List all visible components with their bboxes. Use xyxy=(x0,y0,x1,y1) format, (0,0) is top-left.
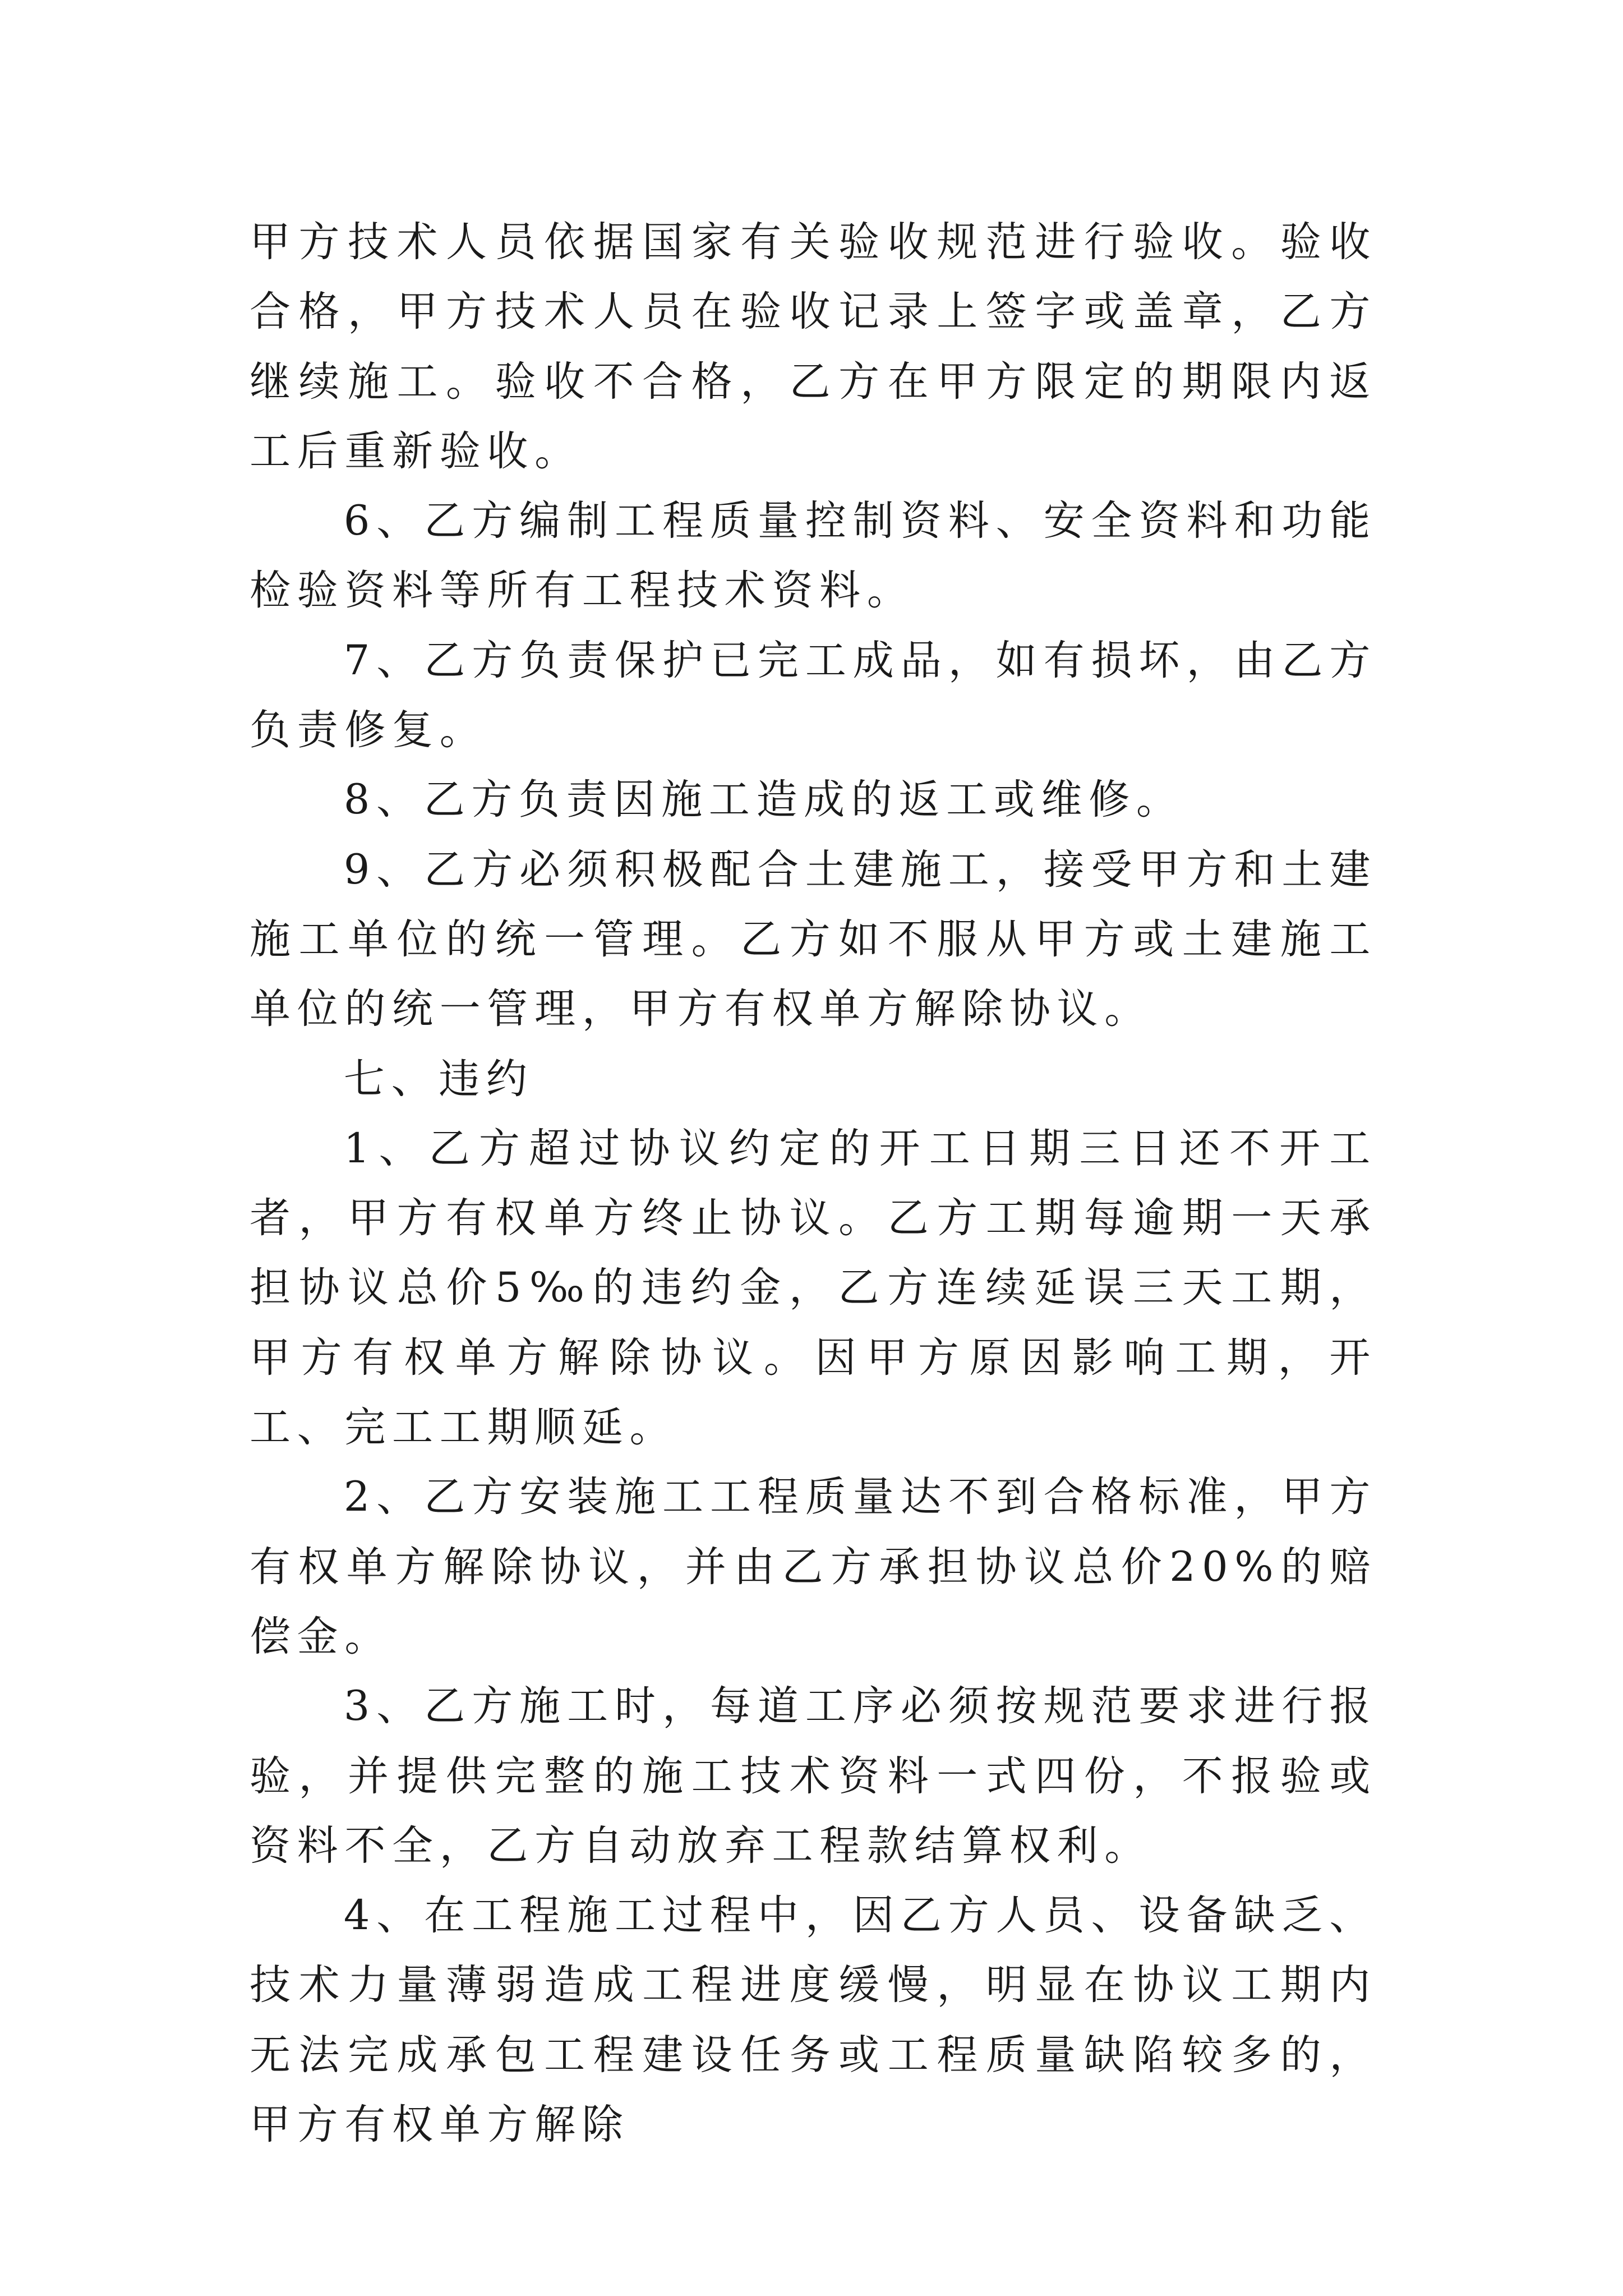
document-body xyxy=(250,208,1377,2160)
paragraph-breach-item-2: 2、乙方安装施工工程质量达不到合格标准，甲方有权单方解除协议，并由乙方承担协议总价20%的赔偿金。 xyxy=(250,1473,1377,1660)
paragraph-item-6: 6、乙方编制工程质量控制资料、安全资料和功能检验资料等所有工程技术资料。 xyxy=(250,497,1377,615)
paragraph-breach-item-3: 3、乙方施工时，每道工序必须按规范要求进行报验，并提供完整的施工技术资料一式四份，不报验或资料不全，乙方自动放弃工程款结算权利。 xyxy=(250,1682,1377,1870)
paragraph-breach-item-4: 4、在工程施工过程中，因乙方人员、设备缺乏、技术力量薄弱造成工程进度缓慢，明显在协议工期内无法完成承包工程建设任务或工程质量缺陷较多的，甲方有权单方解除 xyxy=(250,1892,1377,2149)
paragraph-item-7: 7、乙方负责保护已完工成品，如有损坏，由乙方负责修复。 xyxy=(250,636,1377,754)
paragraph-item-8: 8、乙方负责因施工造成的返工或维修。 xyxy=(343,776,1184,824)
section-heading-breach: 七、违约 xyxy=(343,1055,534,1103)
paragraph-acceptance-continued: 甲方技术人员依据国家有关验收规范进行验收。验收合格，甲方技术人员在验收记录上签字或盖章，乙方继续施工。验收不合格，乙方在甲方限定的期限内返工后重新验收。 xyxy=(250,218,1377,475)
paragraph-breach-item-1: 1、乙方超过协议约定的开工日期三日还不开工者，甲方有权单方终止协议。乙方工期每逾期一天承担协议总价5‰的违约金，乙方连续延误三天工期，甲方有权单方解除协议。因甲方原因影响工期，开工、完工工期顺延。 xyxy=(250,1124,1377,1452)
paragraph-item-9: 9、乙方必须积极配合土建施工，接受甲方和土建施工单位的统一管理。乙方如不服从甲方或土建施工单位的统一管理，甲方有权单方解除协议。 xyxy=(250,845,1377,1033)
